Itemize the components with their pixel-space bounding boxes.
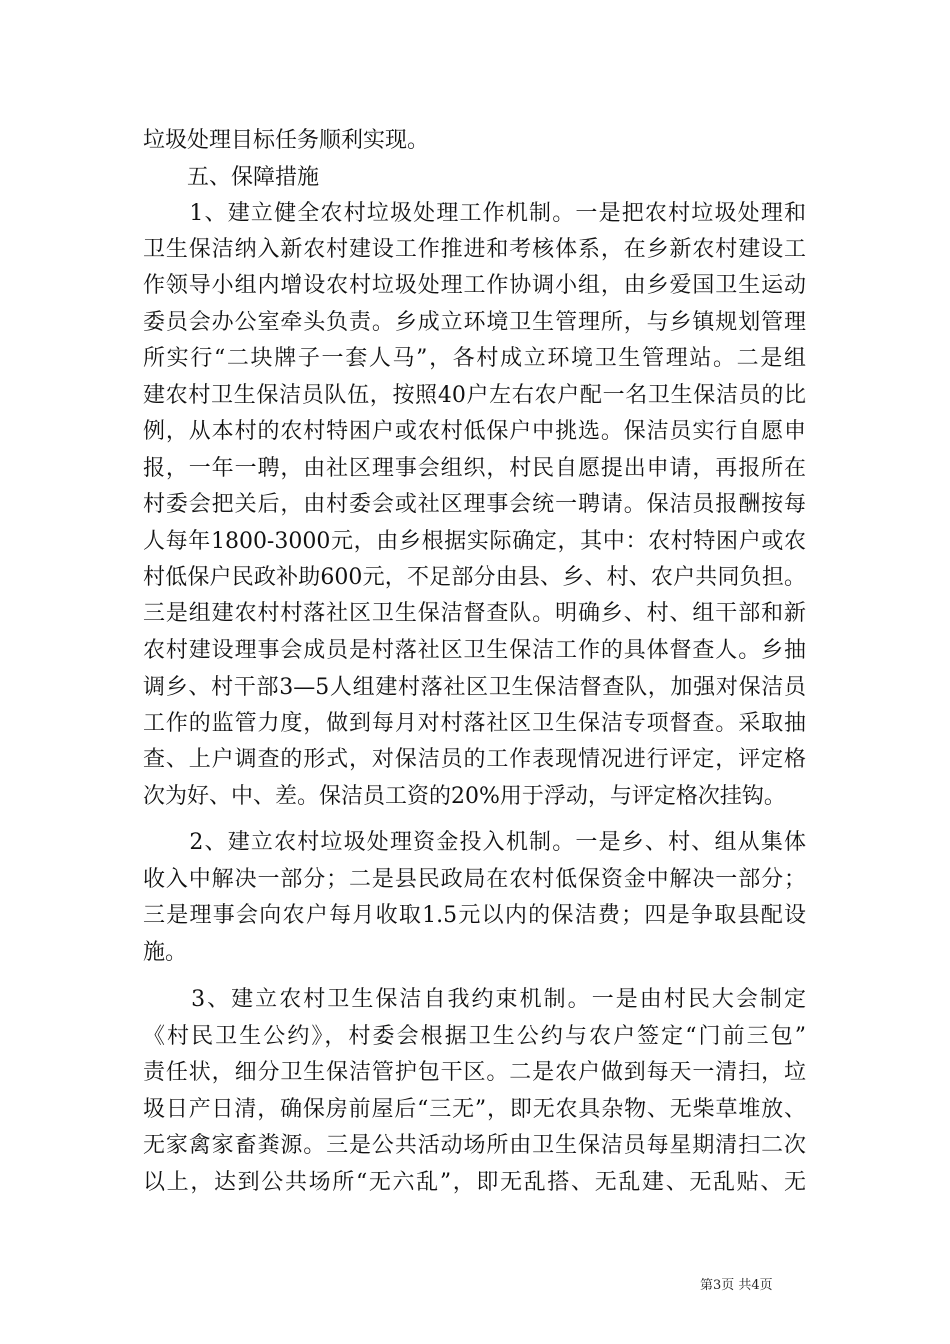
text-line: 三是理事会向农户每月收取1.5元以内的保洁费；四是争取县配设 xyxy=(143,903,806,928)
text-line: 所实行“二块牌子一套人马”，各村成立环境卫生管理站。二是组 xyxy=(143,346,806,371)
text-line: 以上，达到公共场所“无六乱”，即无乱搭、无乱建、无乱贴、无 xyxy=(143,1170,806,1195)
text-line: 报，一年一聘，由社区理事会组织，村民自愿提出申请，再报所在 xyxy=(143,456,806,481)
text-line: 《村民卫生公约》，村委会根据卫生公约与农户签定“门前三包” xyxy=(143,1024,806,1049)
text-line: 责任状，细分卫生保洁管护包干区。二是农户做到每天一清扫，垃 xyxy=(143,1060,806,1085)
text-line: 五、保障措施 xyxy=(143,165,320,190)
text-line: 例，从本村的农村特困户或农村低保户中挑选。保洁员实行自愿申 xyxy=(143,419,806,444)
text-line: 人每年1800-3000元，由乡根据实际确定，其中：农村特困户或农 xyxy=(143,529,806,554)
text-line: 卫生保洁纳入新农村建设工作推进和考核体系，在乡新农村建设工 xyxy=(143,237,806,262)
text-line: 村委会把关后，由村委会或社区理事会统一聘请。保洁员报酬按每 xyxy=(143,492,806,517)
text-line: 无家禽家畜粪源。三是公共活动场所由卫生保洁员每星期清扫二次 xyxy=(143,1133,806,1158)
text-line: 调乡、村干部3—5人组建村落社区卫生保洁督查队，加强对保洁员 xyxy=(143,675,806,700)
text-line: 2、建立农村垃圾处理资金投入机制。一是乡、村、组从集体 xyxy=(143,830,806,855)
text-line: 作领导小组内增设农村垃圾处理工作协调小组，由乡爱国卫生运动 xyxy=(143,273,806,298)
text-line: 次为好、中、差。保洁员工资的20%用于浮动，与评定格次挂钩。 xyxy=(143,784,786,809)
text-line: 施。 xyxy=(143,940,188,965)
text-line: 圾日产日清，确保房前屋后“三无”，即无农具杂物、无柴草堆放、 xyxy=(143,1097,806,1122)
text-line: 三是组建农村村落社区卫生保洁督查队。明确乡、村、组干部和新 xyxy=(143,601,806,626)
text-line: 1、建立健全农村垃圾处理工作机制。一是把农村垃圾处理和 xyxy=(143,201,806,226)
text-line: 委员会办公室牵头负责。乡成立环境卫生管理所，与乡镇规划管理 xyxy=(143,310,806,335)
text-line: 工作的监管力度，做到每月对村落社区卫生保洁专项督查。采取抽 xyxy=(143,711,806,736)
text-line: 村低保户民政补助600元，不足部分由县、乡、村、农户共同负担。 xyxy=(143,565,806,590)
text-line: 3、建立农村卫生保洁自我约束机制。一是由村民大会制定 xyxy=(143,987,806,1012)
text-line: 农村建设理事会成员是村落社区卫生保洁工作的具体督查人。乡抽 xyxy=(143,638,806,663)
text-line: 收入中解决一部分；二是县民政局在农村低保资金中解决一部分； xyxy=(143,867,806,892)
text-line: 垃圾处理目标任务顺利实现。 xyxy=(143,128,430,153)
text-line: 建农村卫生保洁员队伍，按照40户左右农户配一名卫生保洁员的比 xyxy=(143,383,806,408)
page-footer: 第3页 共4页 xyxy=(700,1278,773,1293)
text-line: 查、上户调查的形式，对保洁员的工作表现情况进行评定，评定格 xyxy=(143,747,806,772)
